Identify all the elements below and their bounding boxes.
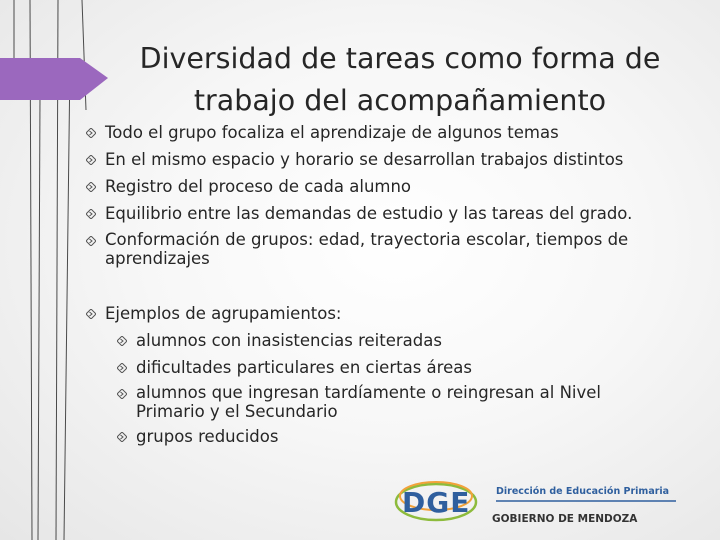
logo-line2: GOBIERNO DE MENDOZA bbox=[492, 513, 638, 525]
logo-line1: Dirección de Educación Primaria bbox=[496, 486, 670, 497]
slide-title: Diversidad de tareas como forma de trabajo del acompañamiento bbox=[139, 42, 661, 117]
bullet-item bbox=[86, 203, 706, 225]
bullet-icon bbox=[117, 389, 127, 399]
bullet-icon bbox=[86, 309, 96, 319]
bullet-icon bbox=[117, 363, 127, 373]
bullet-icon bbox=[117, 336, 127, 346]
examples-heading: Ejemplos de agrupamientos: bbox=[105, 304, 342, 323]
bullet-text: Todo el grupo focaliza el aprendizaje de algunos temas bbox=[105, 123, 559, 142]
sub-bullet-text: grupos reducidos bbox=[136, 426, 279, 446]
bullet-icon bbox=[86, 236, 96, 246]
purple-arrow-tab bbox=[0, 58, 108, 100]
bullet-text: Equilibrio entre las demandas de estudio y las tareas del grado. bbox=[105, 204, 633, 223]
sub-bullet-item bbox=[117, 330, 706, 352]
bullet-item bbox=[86, 176, 706, 198]
sub-bullet-text: alumnos que ingresan tardíamente o reingresan al Nivel Primario y el Secundario bbox=[136, 383, 602, 421]
sub-bullet-text: alumnos con inasistencias reiteradas bbox=[136, 331, 442, 350]
bullet-list bbox=[86, 122, 706, 452]
examples-heading-item bbox=[86, 303, 706, 325]
bullet-item bbox=[86, 122, 706, 144]
sub-bullet-item bbox=[117, 383, 706, 421]
bullet-icon bbox=[86, 155, 96, 165]
bullet-icon bbox=[86, 182, 96, 192]
bullet-item bbox=[86, 149, 706, 171]
sub-bullet-item bbox=[117, 357, 706, 379]
bullet-icon bbox=[86, 128, 96, 138]
bullet-text: Registro del proceso de cada alumno bbox=[105, 177, 412, 196]
logo-acronym: DGE bbox=[402, 486, 471, 519]
bullet-text: En el mismo espacio y horario se desarrollan trabajos distintos bbox=[105, 150, 624, 169]
bullet-item bbox=[86, 230, 706, 268]
sub-bullet-text: dificultades particulares en ciertas áreas bbox=[136, 357, 472, 377]
bullet-icon bbox=[86, 209, 96, 219]
sub-bullet-item bbox=[117, 426, 706, 448]
bullet-icon bbox=[117, 432, 127, 442]
bullet-text: Conformación de grupos: edad, trayectoria escolar, tiempos de aprendizajes bbox=[105, 230, 629, 268]
dge-logo bbox=[392, 470, 692, 530]
